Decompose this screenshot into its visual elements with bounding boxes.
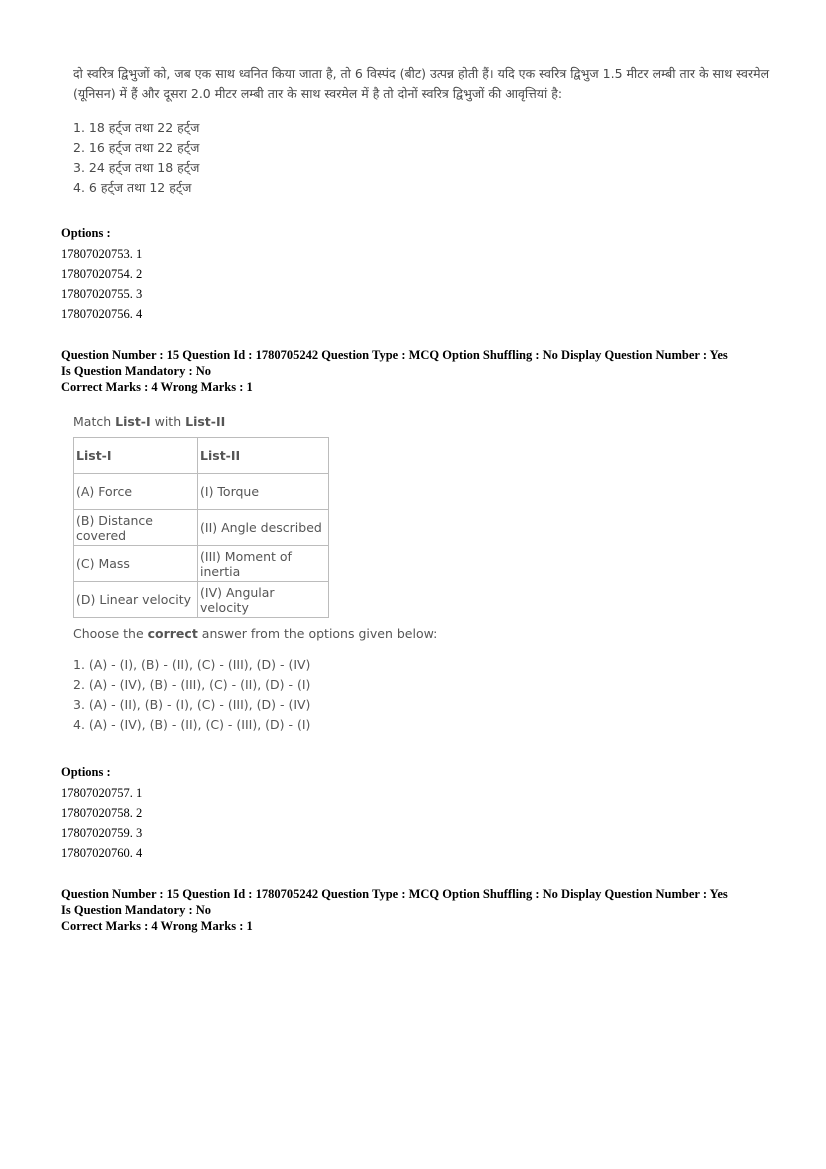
option-item: 17807020754. 2 xyxy=(61,267,143,281)
match-table-header xyxy=(74,438,329,474)
match-cell: (A) Force xyxy=(74,474,198,510)
match-cell: (I) Torque xyxy=(198,474,329,510)
choose-instruction: Choose the correct answer from the options given below: xyxy=(73,626,438,641)
option-item: 17807020757. 1 xyxy=(61,786,143,800)
option-item: 17807020760. 4 xyxy=(61,846,143,860)
match-cell: (D) Linear velocity xyxy=(74,582,198,618)
question-choice-2: 2. 16 हर्ट्ज तथा 22 हर्ट्ज xyxy=(73,140,200,155)
question-text: दो स्वरित्र द्विभुजों को, जब एक साथ ध्वनित किया जाता है, तो 6 विस्पंद (बीट) उत्पन्न होती हैं। यदि एक स्वरित्र द्विभुज 1.5 मीटर लम्बी तार के साथ स्वरमेल (यूनिसन) में हैं और दूसरा 2.0 मीटर लम्बी तार के साथ स्वरमेल में है तो दोनों स्वरित्र द्विभुजों की आवृत्तियां है: xyxy=(73,66,770,101)
question-image-hindi xyxy=(73,64,783,198)
option-item: 17807020758. 2 xyxy=(61,806,143,820)
match-table-row xyxy=(74,546,329,582)
match-table-row xyxy=(74,474,329,510)
question-marks: Correct Marks : 4 Wrong Marks : 1 xyxy=(61,919,253,933)
match-cell: (III) Moment of inertia xyxy=(198,546,329,582)
match-header-list1: List-I xyxy=(74,438,198,474)
match-table-row xyxy=(74,510,329,546)
match-choice-1: 1. (A) - (I), (B) - (II), (C) - (III), (D) - (IV) xyxy=(73,657,311,672)
match-choice-3: 3. (A) - (II), (B) - (I), (C) - (III), (D) - (IV) xyxy=(73,697,311,712)
match-header-list2: List-II xyxy=(198,438,329,474)
question-mandatory: Is Question Mandatory : No xyxy=(61,364,212,378)
match-cell: (B) Distance covered xyxy=(74,510,198,546)
question-meta xyxy=(61,886,781,934)
option-item: 17807020756. 4 xyxy=(61,307,143,321)
question-meta-line: Question Number : 15 Question Id : 1780705242 Question Type : MCQ Option Shuffling : No Display Question Number : Yes xyxy=(61,348,728,362)
option-item: 17807020753. 1 xyxy=(61,247,143,261)
match-title: Match List-I with List-II xyxy=(73,414,226,429)
options-list xyxy=(61,225,142,324)
match-cell: (C) Mass xyxy=(74,546,198,582)
question-marks: Correct Marks : 4 Wrong Marks : 1 xyxy=(61,380,253,394)
question-choice-4: 4. 6 हर्ट्ज तथा 12 हर्ट्ज xyxy=(73,180,192,195)
option-item: 17807020755. 3 xyxy=(61,287,143,301)
question-choice-1: 1. 18 हर्ट्ज तथा 22 हर्ट्ज xyxy=(73,120,200,135)
question-meta xyxy=(61,347,781,395)
question-mandatory: Is Question Mandatory : No xyxy=(61,903,212,917)
match-choice-4: 4. (A) - (IV), (B) - (II), (C) - (III), (D) - (I) xyxy=(73,717,311,732)
match-cell: (II) Angle described xyxy=(198,510,329,546)
question-meta-line: Question Number : 15 Question Id : 1780705242 Question Type : MCQ Option Shuffling : No Display Question Number : Yes xyxy=(61,887,728,901)
options-label: Options : xyxy=(61,765,111,779)
match-table xyxy=(73,437,329,618)
match-choice-2: 2. (A) - (IV), (B) - (III), (C) - (II), (D) - (I) xyxy=(73,677,311,692)
question-image-match xyxy=(73,414,437,735)
option-item: 17807020759. 3 xyxy=(61,826,143,840)
match-cell: (IV) Angular velocity xyxy=(198,582,329,618)
options-label: Options : xyxy=(61,226,111,240)
match-table-row xyxy=(74,582,329,618)
options-list xyxy=(61,764,142,863)
question-choice-3: 3. 24 हर्ट्ज तथा 18 हर्ट्ज xyxy=(73,160,200,175)
